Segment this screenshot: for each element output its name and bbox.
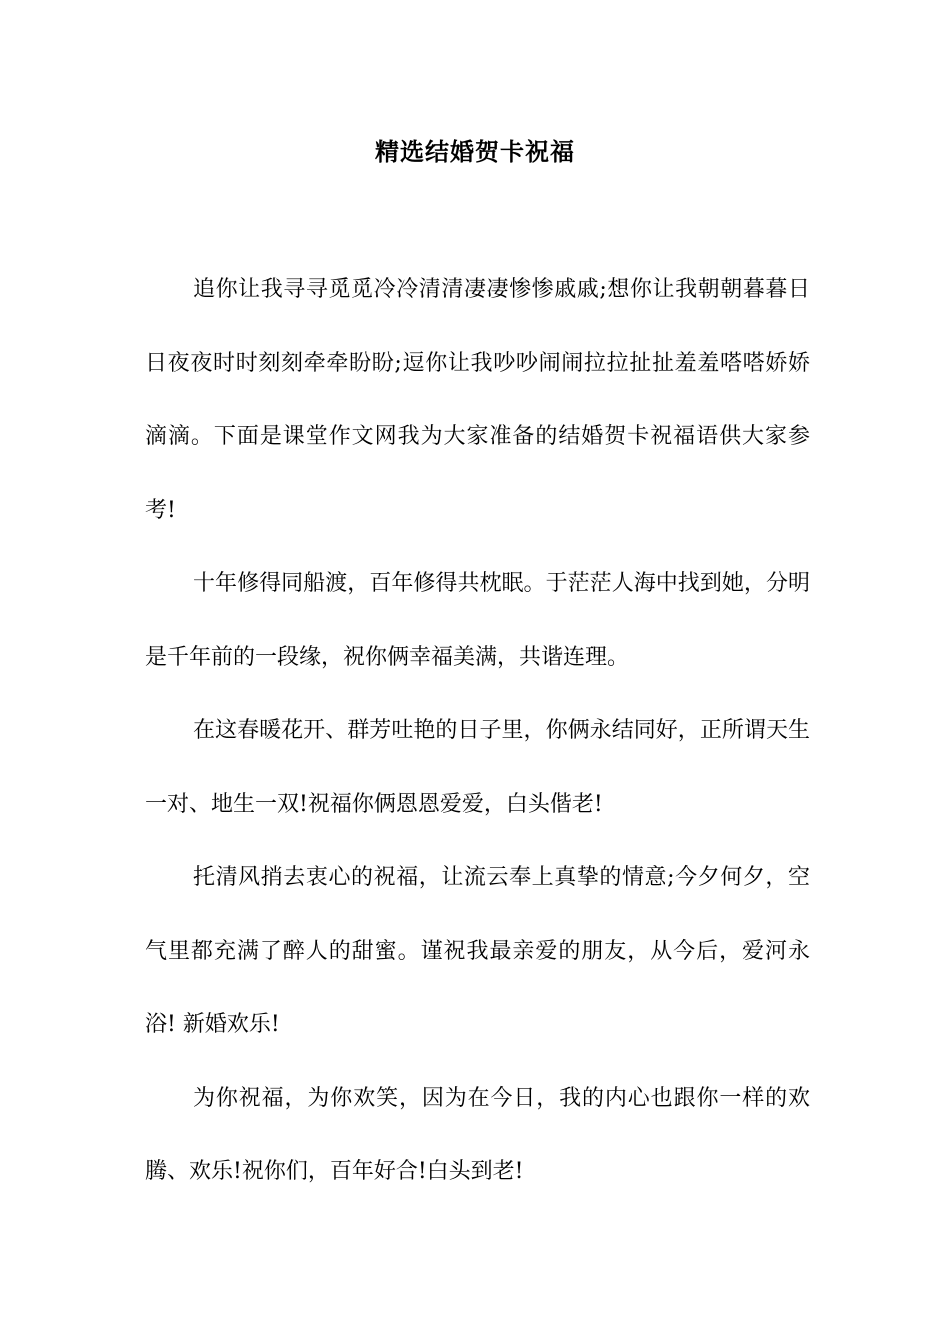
paragraph: 托清风捎去衷心的祝福，让流云奉上真挚的情意;今夕何夕，空气里都充满了醉人的甜蜜。谨祝我最亲爱的朋友，从今后，爱河永浴! 新婚欢乐!	[145, 865, 810, 1037]
paragraph: 追你让我寻寻觅觅冷冷清清凄凄惨惨戚戚;想你让我朝朝暮暮日日夜夜时时刻刻牵牵盼盼;逗你让我吵吵闹闹拉拉扯扯羞羞嗒嗒娇娇滴滴。下面是课堂作文网我为大家准备的结婚贺卡祝福语供大家参考!	[145, 277, 810, 523]
paragraph: 为你祝福，为你欢笑，因为在今日，我的内心也跟你一样的欢腾、欢乐!祝你们，百年好合!白头到老!	[145, 1085, 810, 1184]
document-body	[145, 253, 810, 1209]
paragraph: 在这春暖花开、群芳吐艳的日子里，你俩永结同好，正所谓天生一对、地生一双!祝福你俩恩恩爱爱，白头偕老!	[145, 718, 810, 817]
paragraph: 十年修得同船渡，百年修得共枕眠。于茫茫人海中找到她，分明是千年前的一段缘，祝你俩幸福美满，共谐连理。	[145, 571, 810, 670]
document-title: 精选结婚贺卡祝福	[375, 137, 575, 166]
